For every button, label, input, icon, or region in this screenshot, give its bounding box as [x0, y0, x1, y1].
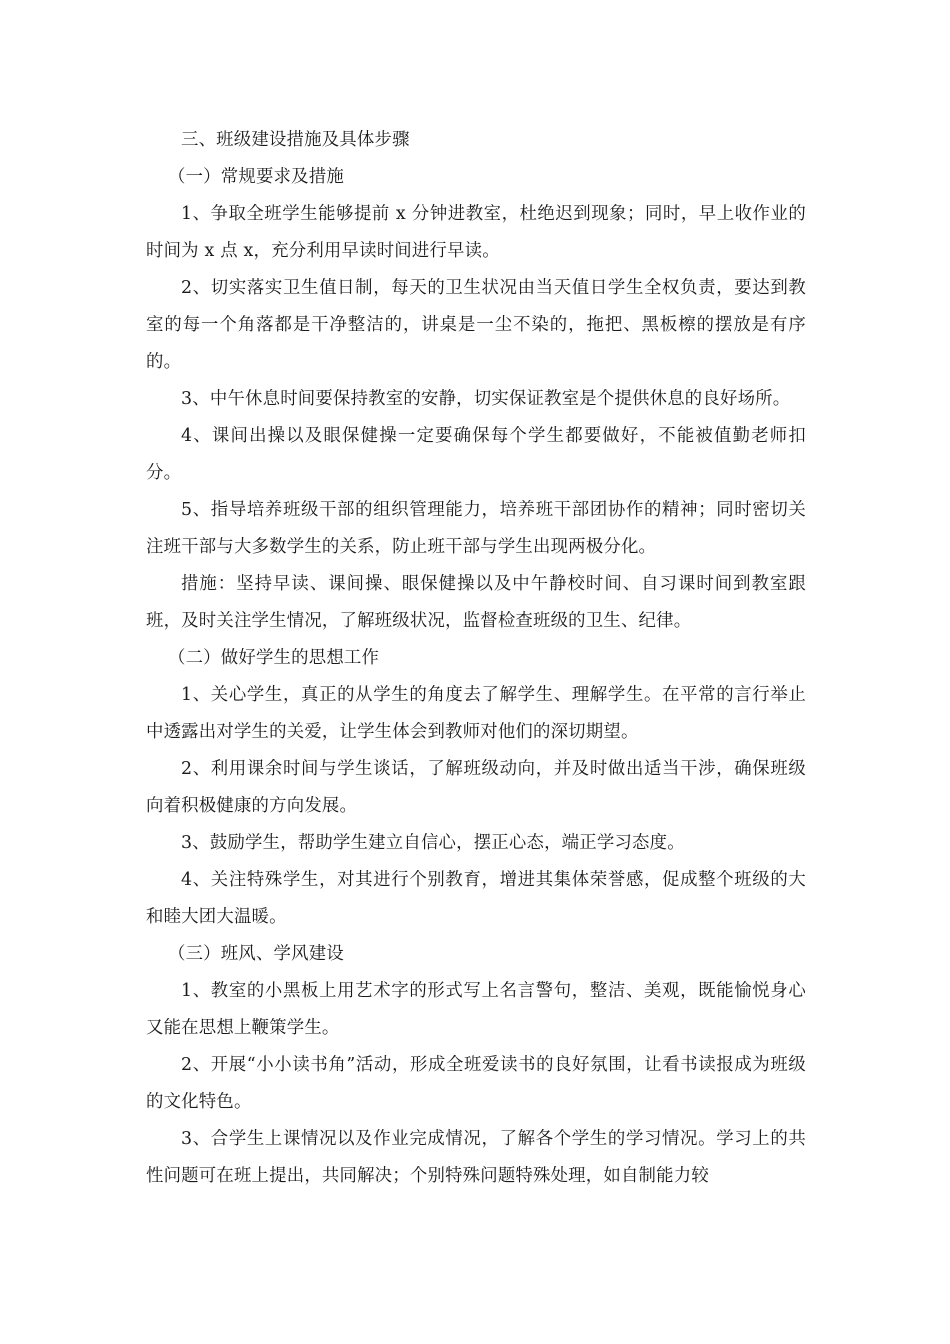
paragraph: 3、合学生上课情况以及作业完成情况，了解各个学生的学习情况。学习上的共性问题可在班上提出，共同解决；个别特殊问题特殊处理，如自制能力较: [146, 1129, 806, 1186]
paragraph: 2、切实落实卫生值日制，每天的卫生状况由当天值日学生全权负责，要达到教室的每一个角落都是干净整洁的，讲桌是一尘不染的，拖把、黑板檫的摆放是有序的。: [146, 278, 806, 372]
paragraph: 3、中午休息时间要保持教室的安静，切实保证教室是个提供休息的良好场所。: [181, 389, 791, 409]
paragraph: 1、争取全班学生能够提前 x 分钟进教室，杜绝迟到现象；同时，早上收作业的时间为 x 点 x，充分利用早读时间进行早读。: [146, 204, 806, 261]
paragraph: 4、课间出操以及眼保健操一定要确保每个学生都要做好，不能被值勤老师扣分。: [146, 426, 806, 483]
subsection-heading: （二）做好学生的思想工作: [168, 648, 380, 668]
paragraph: 措施：坚持早读、课间操、眼保健操以及中午静校时间、自习课时间到教室跟班，及时关注学生情况，了解班级状况，监督检查班级的卫生、纪律。: [146, 574, 806, 631]
section-heading: 三、班级建设措施及具体步骤: [181, 130, 410, 150]
paragraph: 1、教室的小黑板上用艺术字的形式写上名言警句，整洁、美观，既能愉悦身心又能在思想上鞭策学生。: [146, 981, 806, 1038]
subsection-heading: （一）常规要求及措施: [168, 167, 344, 187]
subsection-heading: （三）班风、学风建设: [168, 944, 344, 964]
paragraph: 2、开展“小小读书角”活动，形成全班爱读书的良好氛围，让看书读报成为班级的文化特色。: [146, 1055, 806, 1112]
document-body: [146, 122, 806, 1195]
paragraph: 4、关注特殊学生，对其进行个别教育，增进其集体荣誉感，促成整个班级的大和睦大团大温暖。: [146, 870, 806, 927]
paragraph: 5、指导培养班级干部的组织管理能力，培养班干部团协作的精神；同时密切关注班干部与大多数学生的关系，防止班干部与学生出现两极分化。: [146, 500, 806, 557]
paragraph: 1、关心学生，真正的从学生的角度去了解学生、理解学生。在平常的言行举止中透露出对学生的关爱，让学生体会到教师对他们的深切期望。: [146, 685, 806, 742]
paragraph: 3、鼓励学生，帮助学生建立自信心，摆正心态，端正学习态度。: [181, 833, 685, 853]
paragraph: 2、利用课余时间与学生谈话，了解班级动向，并及时做出适当干涉，确保班级向着积极健康的方向发展。: [146, 759, 806, 816]
